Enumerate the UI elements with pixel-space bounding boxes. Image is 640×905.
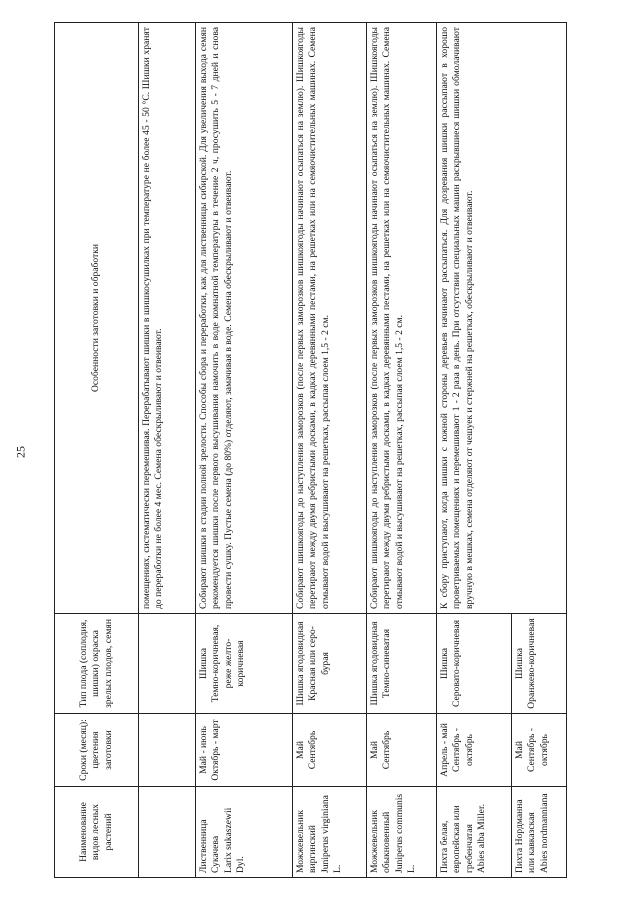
rotated-page <box>54 23 550 878</box>
header-fruit-type: Тип плода (соплодия, шишки) окраска зрелых плодов, семян <box>55 614 139 714</box>
fruit-type-cell: Шишка Темно-коричневая, реже желто-коричневая <box>196 614 293 714</box>
table-row <box>437 23 512 878</box>
table-container <box>54 23 550 878</box>
features-cell: Собирают шишкоягоды до наступления заморозков (после первых заморозков шишкоягоды начинают осыпаться на землю). Шишкоягоды перетирают между двумя ребристыми досками, в кадках деревянными пестами, на решетках или на семяочистительных машинах. Семена отмывают водой и высушивают на решетках, рассыпая слоем 1,5 - 2 см. <box>367 23 437 614</box>
dates-cell: Май Сентябрь <box>367 714 437 787</box>
dates-cell: Май Сентябрь <box>293 714 367 787</box>
dates-cell: Апрель - май Сентябрь - октябрь <box>437 714 512 787</box>
species-cell: Лиственница Сукачева Larix sukaszewii Dyl. <box>196 787 293 878</box>
species-cell: Пихта Нордманна или кавказская Abies nordmanniana <box>512 787 567 878</box>
features-cell: Собирают шишки в стадии полной зрелости. Способы сбора и переработки, как для лиственницы сибирской. Для увеличения выхода семян рекомендуется шишки после первого высушивания намочить в воде комнатной температуры в течение 2 ч, просушить 5 - 7 дней и снова провести сушку. Пустые семена (до 80%) отделяют, замачивая в воде. Семена обескрыливают и отвеивают. <box>196 23 293 614</box>
table-row <box>139 23 196 878</box>
header-features: Особенности заготовки и обработки <box>55 23 139 614</box>
page-number: 25 <box>13 446 28 458</box>
species-cell: Можжевельник виргинский Juniperus virginiana L. <box>293 787 367 878</box>
dates-cell: Май - июнь Октябрь - март <box>196 714 293 787</box>
harvest-table <box>54 22 567 878</box>
fruit-type-cell: Шишка Оранжево-коричневая <box>512 614 567 714</box>
fruit-type-cell: Шишка ягодовидная Красная или серо-бурая <box>293 614 367 714</box>
fruit-type-cell: Шишка Серовато-коричневая <box>437 614 512 714</box>
header-species: Наименование видов лесных растений <box>55 787 139 878</box>
table-row <box>293 23 367 878</box>
fruit-type-cell: Шишка ягодовидная Темно-синеватая <box>367 614 437 714</box>
table-row <box>367 23 437 878</box>
dates-cell: Май Сентябрь - октябрь <box>512 714 567 787</box>
header-dates: Сроки (месяц): цветения заготовки <box>55 714 139 787</box>
species-cell: Пихта белая, европейская или гребенчатая Abies alba Miller. <box>437 787 512 878</box>
continuation-text: помещениях, систематически перемешивая. Перерабатывают шишки в шишкосушилках при температуре не более 45 - 50 °С. Шишки хранят до переработки не более 4 мес. Семена обескрыливают и отвеивают. <box>139 23 196 614</box>
table-header-row <box>55 23 139 878</box>
species-cell: Можжевельник обыкновенный Juniperus communis L. <box>367 787 437 878</box>
features-cell: К сбору приступают, когда шишки с южной стороны деревьев начинают рассыпаться. Для дозревания шишки рассыпают в хорошо проветриваемых помещениях и перемешивают 1 - 2 раза в день. При отсутствии специальных машин раскрывшиеся шишки обмолачивают вручную в мешках, семена отделяют от чешуек и стержней на решетках, обескрыливают и отвеивают. <box>437 23 567 614</box>
features-cell: Собирают шишкоягоды до наступления заморозков (после первых заморозков шишкоягоды начинают осыпаться на землю). Шишкоягоды перетирают между двумя ребристыми досками, в кадках деревянными пестами, на решетках или на семяочистительных машинах. Семена отмывают водой и высушивают на решетках, рассыпая слоем 1,5 - 2 см. <box>293 23 367 614</box>
table-row <box>196 23 293 878</box>
